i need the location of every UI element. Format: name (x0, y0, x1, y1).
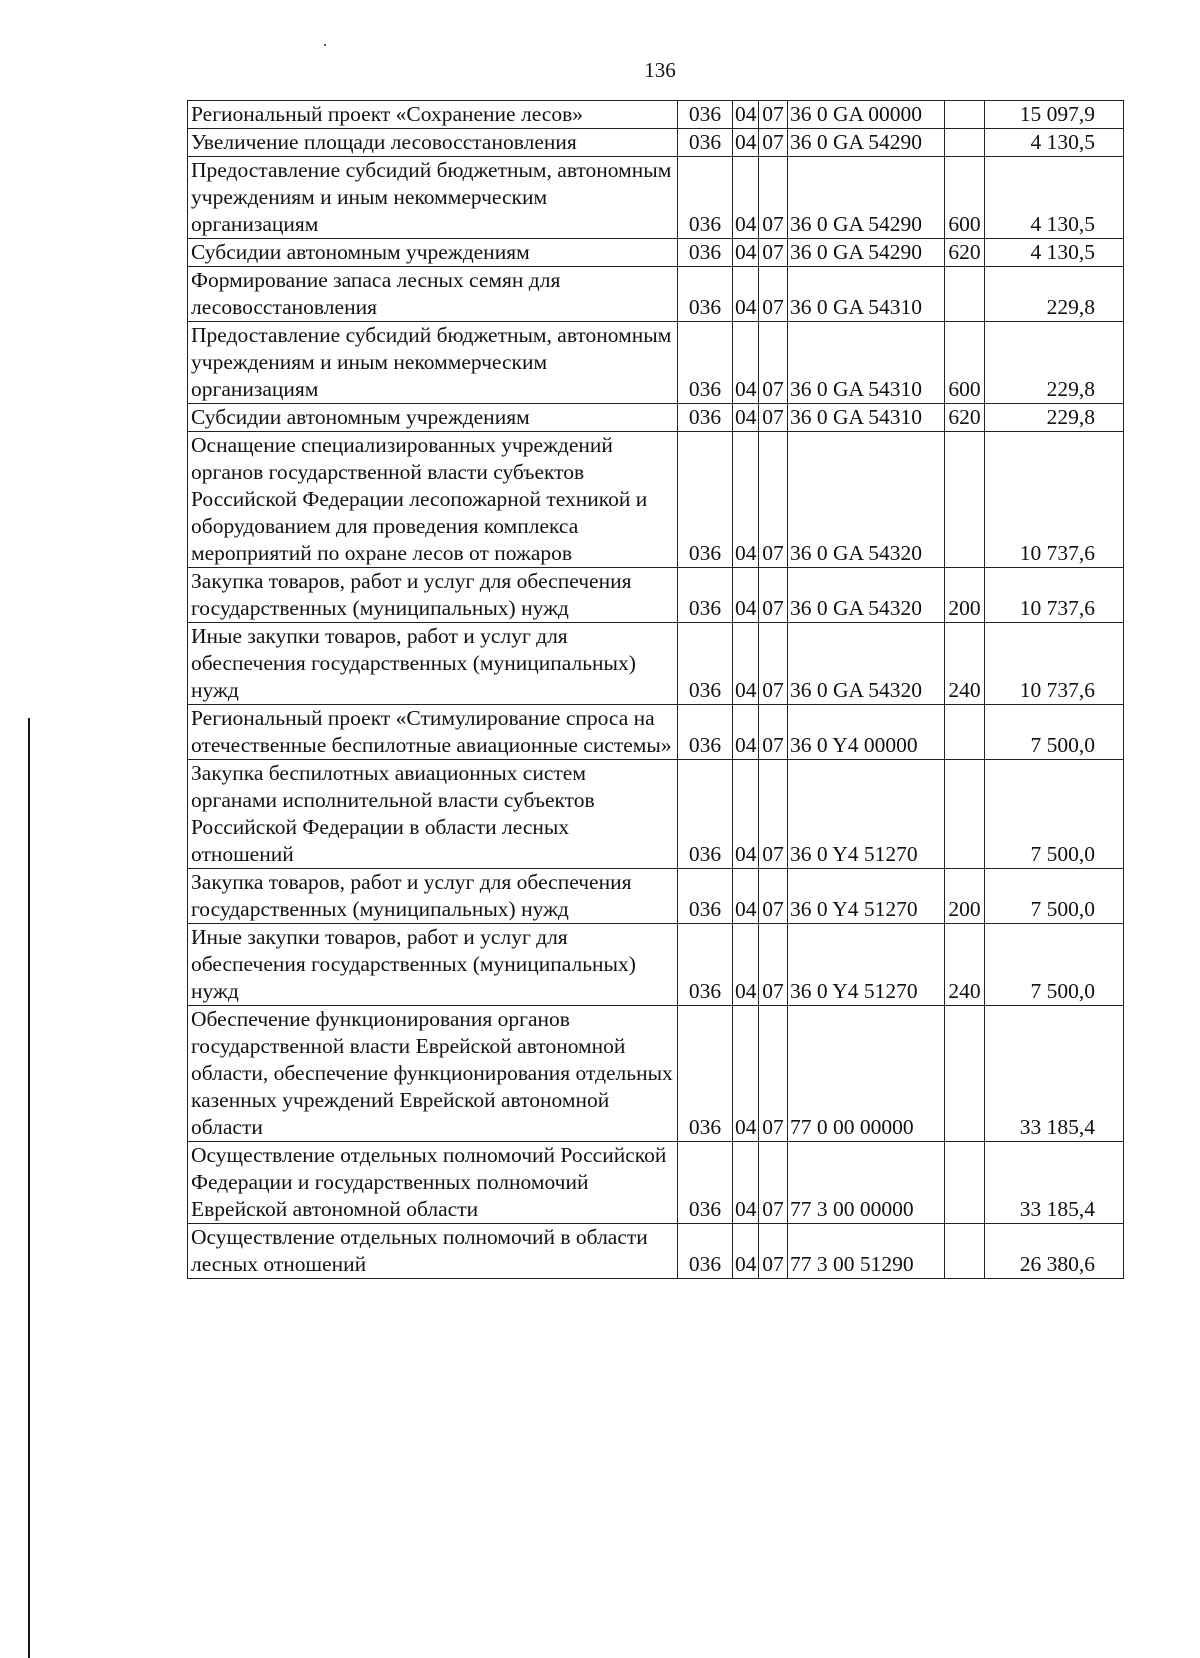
row-amount: 4 130,5 (985, 239, 1124, 267)
row-subsection-code: 07 (759, 924, 788, 1006)
row-amount: 10 737,6 (985, 623, 1124, 705)
row-ved-code: 036 (678, 267, 733, 322)
row-name: Обеспечение функционирования органов государственной власти Еврейской автономной области, обеспечение функционирования отдельных казенных учреждений Еврейской автономной области (188, 1006, 678, 1142)
table-row (188, 404, 1124, 432)
row-ved-code: 036 (678, 760, 733, 869)
row-section-code: 04 (733, 432, 759, 568)
row-amount: 15 097,9 (985, 101, 1124, 129)
row-section-code: 04 (733, 157, 759, 239)
row-section-code: 04 (733, 129, 759, 157)
row-subsection-code: 07 (759, 705, 788, 760)
row-expense-type (945, 1224, 985, 1279)
row-expense-type: 600 (945, 322, 985, 404)
row-subsection-code: 07 (759, 432, 788, 568)
row-target-article: 77 0 00 00000 (788, 1006, 945, 1142)
row-ved-code: 036 (678, 157, 733, 239)
row-subsection-code: 07 (759, 760, 788, 869)
row-name: Закупка товаров, работ и услуг для обеспечения государственных (муниципальных) нужд (188, 568, 678, 623)
row-section-code: 04 (733, 869, 759, 924)
row-expense-type (945, 1006, 985, 1142)
row-name: Региональный проект «Стимулирование спроса на отечественные беспилотные авиационные системы» (188, 705, 678, 760)
row-ved-code: 036 (678, 568, 733, 623)
row-target-article: 36 0 GA 54310 (788, 267, 945, 322)
table-row (188, 568, 1124, 623)
table-row (188, 1224, 1124, 1279)
row-ved-code: 036 (678, 869, 733, 924)
row-ved-code: 036 (678, 924, 733, 1006)
row-ved-code: 036 (678, 1224, 733, 1279)
row-subsection-code: 07 (759, 1224, 788, 1279)
row-subsection-code: 07 (759, 239, 788, 267)
row-target-article: 36 0 Y4 51270 (788, 760, 945, 869)
row-expense-type: 620 (945, 404, 985, 432)
row-expense-type: 240 (945, 924, 985, 1006)
row-target-article: 77 3 00 00000 (788, 1142, 945, 1224)
row-ved-code: 036 (678, 1142, 733, 1224)
row-expense-type (945, 1142, 985, 1224)
row-section-code: 04 (733, 239, 759, 267)
table-row (188, 101, 1124, 129)
scan-margin-line (28, 718, 30, 1658)
row-amount: 7 500,0 (985, 760, 1124, 869)
row-section-code: 04 (733, 267, 759, 322)
page-number: 136 (644, 58, 676, 82)
row-subsection-code: 07 (759, 404, 788, 432)
row-subsection-code: 07 (759, 129, 788, 157)
table-row (188, 869, 1124, 924)
row-expense-type: 200 (945, 869, 985, 924)
row-subsection-code: 07 (759, 267, 788, 322)
row-expense-type (945, 267, 985, 322)
row-name: Предоставление субсидий бюджетным, автономным учреждениям и иным некоммерческим организациям (188, 157, 678, 239)
table-row (188, 322, 1124, 404)
row-target-article: 36 0 GA 54290 (788, 239, 945, 267)
row-target-article: 36 0 GA 00000 (788, 101, 945, 129)
row-subsection-code: 07 (759, 101, 788, 129)
row-section-code: 04 (733, 1142, 759, 1224)
row-target-article: 36 0 Y4 51270 (788, 924, 945, 1006)
row-expense-type: 620 (945, 239, 985, 267)
row-section-code: 04 (733, 101, 759, 129)
row-section-code: 04 (733, 322, 759, 404)
row-target-article: 77 3 00 51290 (788, 1224, 945, 1279)
row-ved-code: 036 (678, 404, 733, 432)
table-row (188, 157, 1124, 239)
row-section-code: 04 (733, 1006, 759, 1142)
row-target-article: 36 0 GA 54320 (788, 623, 945, 705)
row-amount: 10 737,6 (985, 432, 1124, 568)
row-name: Региональный проект «Сохранение лесов» (188, 101, 678, 129)
row-name: Оснащение специализированных учреждений органов государственной власти субъектов Российской Федерации лесопожарной техникой и оборудованием для проведения комплекса мероприятий по охране лесов от пожаров (188, 432, 678, 568)
row-amount: 33 185,4 (985, 1142, 1124, 1224)
row-subsection-code: 07 (759, 157, 788, 239)
row-section-code: 04 (733, 760, 759, 869)
row-amount: 26 380,6 (985, 1224, 1124, 1279)
row-ved-code: 036 (678, 705, 733, 760)
row-subsection-code: 07 (759, 1142, 788, 1224)
row-ved-code: 036 (678, 129, 733, 157)
row-target-article: 36 0 GA 54310 (788, 322, 945, 404)
row-ved-code: 036 (678, 432, 733, 568)
row-amount: 229,8 (985, 267, 1124, 322)
row-ved-code: 036 (678, 1006, 733, 1142)
row-amount: 229,8 (985, 404, 1124, 432)
row-target-article: 36 0 GA 54320 (788, 568, 945, 623)
row-target-article: 36 0 GA 54310 (788, 404, 945, 432)
row-section-code: 04 (733, 705, 759, 760)
table-row (188, 705, 1124, 760)
table-row (188, 129, 1124, 157)
row-section-code: 04 (733, 568, 759, 623)
row-amount: 7 500,0 (985, 705, 1124, 760)
row-name: Осуществление отдельных полномочий Российской Федерации и государственных полномочий Еврейской автономной области (188, 1142, 678, 1224)
table-row (188, 432, 1124, 568)
row-target-article: 36 0 Y4 00000 (788, 705, 945, 760)
table-row (188, 239, 1124, 267)
table-row (188, 623, 1124, 705)
row-subsection-code: 07 (759, 568, 788, 623)
table-row (188, 924, 1124, 1006)
row-target-article: 36 0 Y4 51270 (788, 869, 945, 924)
row-expense-type: 240 (945, 623, 985, 705)
table-row (188, 760, 1124, 869)
table-row (188, 267, 1124, 322)
row-amount: 4 130,5 (985, 157, 1124, 239)
row-target-article: 36 0 GA 54290 (788, 129, 945, 157)
row-expense-type: 200 (945, 568, 985, 623)
row-expense-type (945, 705, 985, 760)
row-section-code: 04 (733, 1224, 759, 1279)
row-name: Закупка товаров, работ и услуг для обеспечения государственных (муниципальных) нужд (188, 869, 678, 924)
row-subsection-code: 07 (759, 1006, 788, 1142)
table-row (188, 1142, 1124, 1224)
row-ved-code: 036 (678, 239, 733, 267)
row-target-article: 36 0 GA 54290 (788, 157, 945, 239)
scan-speck (324, 44, 326, 46)
row-ved-code: 036 (678, 101, 733, 129)
row-section-code: 04 (733, 924, 759, 1006)
row-expense-type: 600 (945, 157, 985, 239)
row-name: Предоставление субсидий бюджетным, автономным учреждениям и иным некоммерческим организациям (188, 322, 678, 404)
row-ved-code: 036 (678, 623, 733, 705)
row-ved-code: 036 (678, 322, 733, 404)
row-target-article: 36 0 GA 54320 (788, 432, 945, 568)
row-expense-type (945, 129, 985, 157)
row-name: Закупка беспилотных авиационных систем органами исполнительной власти субъектов Российской Федерации в области лесных отношений (188, 760, 678, 869)
row-name: Субсидии автономным учреждениям (188, 404, 678, 432)
table-row (188, 1006, 1124, 1142)
row-subsection-code: 07 (759, 623, 788, 705)
row-subsection-code: 07 (759, 869, 788, 924)
row-name: Субсидии автономным учреждениям (188, 239, 678, 267)
row-amount: 10 737,6 (985, 568, 1124, 623)
row-amount: 4 130,5 (985, 129, 1124, 157)
row-expense-type (945, 760, 985, 869)
row-expense-type (945, 432, 985, 568)
row-name: Осуществление отдельных полномочий в области лесных отношений (188, 1224, 678, 1279)
budget-table (187, 100, 1124, 1279)
row-amount: 33 185,4 (985, 1006, 1124, 1142)
row-amount: 229,8 (985, 322, 1124, 404)
row-section-code: 04 (733, 404, 759, 432)
row-name: Иные закупки товаров, работ и услуг для обеспечения государственных (муниципальных) нужд (188, 623, 678, 705)
row-name: Иные закупки товаров, работ и услуг для обеспечения государственных (муниципальных) нужд (188, 924, 678, 1006)
row-amount: 7 500,0 (985, 869, 1124, 924)
row-name: Увеличение площади лесовосстановления (188, 129, 678, 157)
row-name: Формирование запаса лесных семян для лесовосстановления (188, 267, 678, 322)
budget-table-body (188, 101, 1124, 1279)
row-amount: 7 500,0 (985, 924, 1124, 1006)
row-expense-type (945, 101, 985, 129)
row-subsection-code: 07 (759, 322, 788, 404)
row-section-code: 04 (733, 623, 759, 705)
